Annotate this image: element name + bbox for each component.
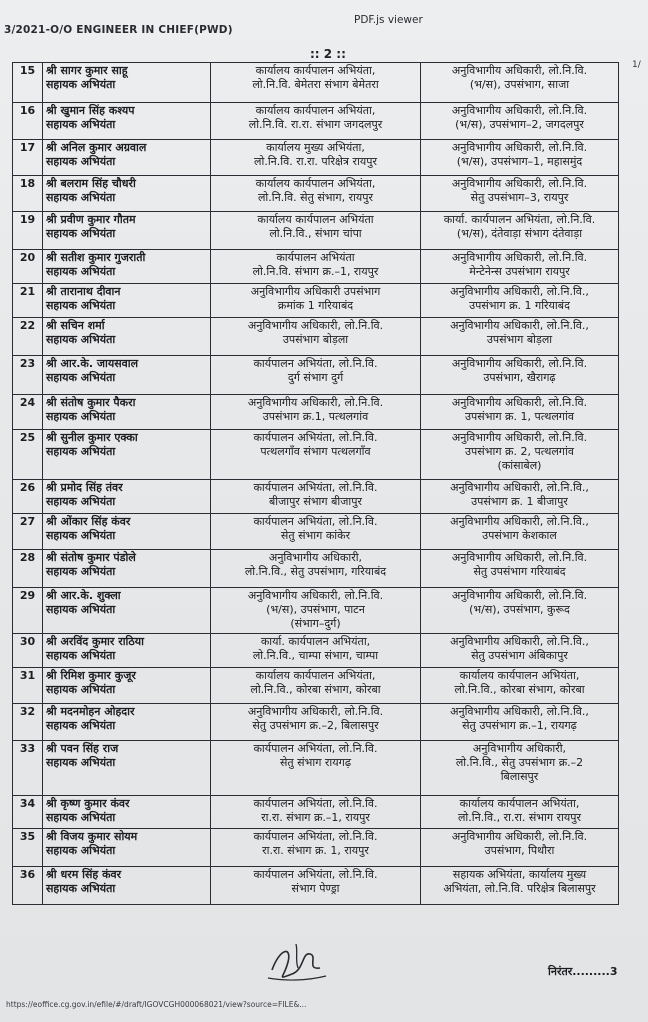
current-posting-cell [211,212,421,250]
current-posting-line: कार्यपालन अभियंता, लो.नि.वि. [253,431,378,444]
officer-name: श्री प्रवीण कुमार गौतम [46,213,136,226]
serial-number-cell: 21 [13,284,43,318]
serial-number-cell: 18 [13,176,43,212]
new-posting-line: उपसंभाग क्र. 1, पत्थलगांव [465,410,574,423]
new-posting-cell [421,430,619,480]
new-posting-line: लो.नि.वि., रा.रा. संभाग रायपुर [457,811,582,824]
new-posting-line: सेतु उपसंभाग–3, रायपुर [470,191,569,204]
officer-cell [43,430,211,480]
officer-designation: सहायक अभियंता [46,683,116,696]
current-posting-line: सेतु उपसंभाग क्र.–2, बिलासपुर [252,719,379,732]
table-row [13,550,619,588]
current-posting-cell [211,284,421,318]
officer-designation: सहायक अभियंता [46,299,116,312]
serial-number-cell: 16 [13,103,43,140]
new-posting-line: सेतु उपसंभाग गरियाबंद [473,565,566,578]
table-row [13,356,619,395]
current-posting-line: अनुविभागीय अधिकारी, लो.नि.वि. [247,705,384,718]
current-posting-line: अनुविभागीय अधिकारी, [268,551,363,564]
table-row [13,140,619,176]
new-posting-line: अनुविभागीय अधिकारी, लो.नि.वि. [451,357,588,370]
officer-cell [43,550,211,588]
officer-cell [43,395,211,430]
serial-number-cell: 15 [13,63,43,103]
current-posting-line: लो.नि.वि., कोरबा संभाग, कोरबा [250,683,381,696]
new-posting-line: अनुविभागीय अधिकारी, लो.नि.वि. [451,589,588,602]
officer-designation: सहायक अभियंता [46,882,116,895]
current-posting-cell [211,668,421,704]
new-posting-line: अनुविभागीय अधिकारी, लो.नि.वि., [450,319,589,332]
serial-number-cell: 29 [13,588,43,634]
current-posting-line: लो.नि.वि. बेमेतरा संभाग बेमेतरा [252,78,379,91]
new-posting-cell [421,250,619,284]
new-posting-line: अनुविभागीय अधिकारी, लो.नि.वि., [450,481,589,494]
serial-number-cell: 35 [13,829,43,867]
current-posting-line: रा.रा. संभाग क्र. 1, रायपुर [262,844,369,857]
current-posting-cell [211,829,421,867]
officer-designation: सहायक अभियंता [46,191,116,204]
new-posting-line: कार्या. कार्यपालन अभियंता, लो.नि.वि. [443,213,596,226]
serial-number-cell: 20 [13,250,43,284]
table-row [13,514,619,550]
current-posting-line: अनुविभागीय अधिकारी उपसंभाग [250,285,381,298]
officer-designation: सहायक अभियंता [46,333,116,346]
serial-number-cell: 30 [13,634,43,668]
current-posting-line: कार्यपालन अभियंता, लो.नि.वि. [253,515,378,528]
new-posting-line: अनुविभागीय अधिकारी, लो.नि.वि., [450,635,589,648]
current-posting-cell [211,395,421,430]
new-posting-cell [421,103,619,140]
viewer-title: PDF.js viewer [354,14,423,26]
new-posting-cell [421,176,619,212]
new-posting-cell [421,829,619,867]
new-posting-cell [421,514,619,550]
table-row [13,318,619,356]
officer-name: श्री पवन सिंह राज [46,742,119,755]
page-number: :: 2 :: [310,47,346,61]
table-row [13,250,619,284]
current-posting-line: (संभाग–दुर्ग) [290,617,341,630]
officer-cell [43,480,211,514]
current-posting-line: अनुविभागीय अधिकारी, लो.नि.वि. [247,319,384,332]
serial-number-cell: 26 [13,480,43,514]
officer-name: श्री सागर कुमार साहू [46,64,128,77]
officer-cell [43,318,211,356]
table-row [13,395,619,430]
new-posting-line: अभियंता, लो.नि.वि. परिक्षेत्र बिलासपुर [443,882,596,895]
serial-number-cell: 24 [13,395,43,430]
officer-cell [43,284,211,318]
serial-number-cell: 23 [13,356,43,395]
current-posting-line: दुर्ग संभाग दुर्ग [287,371,344,384]
current-posting-line: कार्यालय कार्यपालन अभियंता, [255,64,376,77]
current-posting-cell [211,250,421,284]
new-posting-cell [421,356,619,395]
officer-designation: सहायक अभियंता [46,265,116,278]
current-posting-line: सेतु संभाग कांकेर [280,529,351,542]
officer-name: श्री तारानाथ दीवान [46,285,121,298]
current-posting-cell [211,63,421,103]
officer-name: श्री अरविंद कुमार राठिया [46,635,145,648]
new-posting-cell [421,634,619,668]
new-posting-cell [421,668,619,704]
officer-name: श्री खुमान सिंह कश्यप [46,104,135,117]
new-posting-line: उपसंभाग केशकाल [482,529,557,542]
table-row [13,212,619,250]
table-row [13,176,619,212]
officer-name: श्री ओंकार सिंह कंवर [46,515,131,528]
current-posting-line: लो.नि.वि., संभाग चांपा [269,227,362,240]
current-posting-cell [211,550,421,588]
current-posting-cell [211,514,421,550]
officer-designation: सहायक अभियंता [46,756,116,769]
current-posting-cell [211,356,421,395]
new-posting-cell [421,63,619,103]
new-posting-cell [421,395,619,430]
new-posting-line: अनुविभागीय अधिकारी, लो.नि.वि. [451,177,588,190]
current-posting-line: कार्यालय कार्यपालन अभियंता, [255,669,376,682]
current-posting-cell [211,430,421,480]
new-posting-cell [421,318,619,356]
current-posting-line: कार्यालय कार्यपालन अभियंता, [255,177,376,190]
current-posting-line: अनुविभागीय अधिकारी, लो.नि.वि. [247,589,384,602]
officer-name: श्री सचिन शर्मा [46,319,105,332]
transfer-table-body [13,63,619,905]
current-posting-cell [211,176,421,212]
continued-note: निरंतर.........3 [548,965,618,978]
officer-designation: सहायक अभियंता [46,649,116,662]
edge-mark: 1/ [632,60,641,70]
current-posting-line: संभाग पेण्ड्रा [291,882,340,895]
serial-number-cell: 17 [13,140,43,176]
officer-designation: सहायक अभियंता [46,445,116,458]
officer-cell [43,514,211,550]
officer-designation: सहायक अभियंता [46,495,116,508]
current-posting-line: कार्यालय मुख्य अभियंता, [266,141,365,154]
officer-designation: सहायक अभियंता [46,227,116,240]
officer-cell [43,63,211,103]
new-posting-line: कार्यालय कार्यपालन अभियंता, [459,669,580,682]
current-posting-line: लो.नि.वि. संभाग क्र.–1, रायपुर [252,265,379,278]
current-posting-cell [211,867,421,905]
current-posting-cell [211,103,421,140]
current-posting-cell [211,796,421,829]
new-posting-line: (भ/स), उपसंभाग, कुरूद [469,603,570,616]
table-row [13,103,619,140]
new-posting-line: अनुविभागीय अधिकारी, लो.नि.वि., [450,705,589,718]
table-row [13,796,619,829]
officer-cell [43,588,211,634]
new-posting-line: अनुविभागीय अधिकारी, लो.नि.वि. [451,251,588,264]
table-row [13,741,619,796]
officer-cell [43,867,211,905]
officer-cell [43,704,211,741]
officer-designation: सहायक अभियंता [46,371,116,384]
officer-name: श्री कृष्ण कुमार कंवर [46,797,130,810]
officer-name: श्री अनिल कुमार अग्रवाल [46,141,147,154]
serial-number-cell: 22 [13,318,43,356]
table-row [13,284,619,318]
new-posting-line: सहायक अभियंता, कार्यालय मुख्य [452,868,587,881]
new-posting-line: अनुविभागीय अधिकारी, लो.नि.वि., [450,285,589,298]
current-posting-line: उपसंभाग बोड़ला [282,333,349,346]
new-posting-cell [421,480,619,514]
current-posting-line: बीजापुर संभाग बीजापुर [269,495,362,508]
serial-number-cell: 19 [13,212,43,250]
serial-number-cell: 31 [13,668,43,704]
new-posting-line: (कांसाबेल) [497,459,542,472]
new-posting-line: (भ/स), दंतेवाड़ा संभाग दंतेवाड़ा [456,227,583,240]
officer-cell [43,829,211,867]
serial-number-cell: 36 [13,867,43,905]
current-posting-line: कार्यपालन अभियंता, लो.नि.वि. [253,868,378,881]
officer-cell [43,212,211,250]
new-posting-cell [421,867,619,905]
officer-cell [43,140,211,176]
officer-cell [43,176,211,212]
current-posting-line: लो.नि.वि., चाम्पा संभाग, चाम्पा [252,649,379,662]
current-posting-line: सेतु संभाग रायगढ़ [279,756,352,769]
new-posting-line: मेन्टेनेन्स उपसंभाग रायपुर [469,265,570,278]
officer-name: श्री रिमिश कुमार कुजूर [46,669,136,682]
officer-designation: सहायक अभियंता [46,603,116,616]
new-posting-line: अनुविभागीय अधिकारी, लो.नि.वि. [451,830,588,843]
current-posting-line: कार्यपालन अभियंता, लो.नि.वि. [253,830,378,843]
current-posting-cell [211,318,421,356]
officer-name: श्री संतोष कुमार पैकरा [46,396,136,409]
serial-number-cell: 32 [13,704,43,741]
current-posting-line: कार्या. कार्यपालन अभियंता, [260,635,371,648]
new-posting-cell [421,588,619,634]
officer-designation: सहायक अभियंता [46,565,116,578]
new-posting-line: उपसंभाग क्र. 2, पत्थलगांव [465,445,574,458]
current-posting-line: पत्थलगाँव संभाग पत्थलगाँव [260,445,371,458]
current-posting-line: कार्यपालन अभियंता [276,251,355,264]
officer-name: श्री बलराम सिंह चौधरी [46,177,136,190]
current-posting-cell [211,140,421,176]
current-posting-line: लो.नि.वि. रा.रा. परिक्षेत्र रायपुर [254,155,377,168]
officer-name: श्री संतोष कुमार पंडोले [46,551,136,564]
current-posting-cell [211,704,421,741]
new-posting-line: अनुविभागीय अधिकारी, लो.नि.वि. [451,551,588,564]
current-posting-line: कार्यालय कार्यपालन अभियंता, [255,104,376,117]
current-posting-line: कार्यपालन अभियंता, लो.नि.वि. [253,357,378,370]
officer-designation: सहायक अभियंता [46,529,116,542]
table-row [13,63,619,103]
current-posting-line: क्रमांक 1 गरियाबंद [277,299,354,312]
new-posting-line: अनुविभागीय अधिकारी, लो.नि.वि. [451,141,588,154]
officer-name: श्री आर.के. शुक्ला [46,589,121,602]
current-posting-line: कार्यपालन अभियंता, लो.नि.वि. [253,742,378,755]
officer-designation: सहायक अभियंता [46,78,116,91]
table-row [13,867,619,905]
current-posting-line: लो.नि.वि. सेतु संभाग, रायपुर [257,191,374,204]
new-posting-line: लो.नि.वि., सेतु उपसंभाग क्र.–2 [455,756,584,769]
officer-designation: सहायक अभियंता [46,118,116,131]
officer-designation: सहायक अभियंता [46,844,116,857]
current-posting-line: कार्यालय कार्यपालन अभियंता [257,213,374,226]
serial-number-cell: 34 [13,796,43,829]
officer-cell [43,250,211,284]
current-posting-cell [211,634,421,668]
new-posting-line: अनुविभागीय अधिकारी, [472,742,567,755]
new-posting-line: (भ/स), उपसंभाग, साजा [469,78,570,91]
new-posting-line: अनुविभागीय अधिकारी, लो.नि.वि. [451,64,588,77]
current-posting-line: (भ/स), उपसंभाग, पाटन [266,603,365,616]
officer-cell [43,634,211,668]
new-posting-line: उपसंभाग बोड़ला [486,333,553,346]
officer-name: श्री प्रमोद सिंह तंवर [46,481,123,494]
current-posting-line: कार्यपालन अभियंता, लो.नि.वि. [253,481,378,494]
serial-number-cell: 28 [13,550,43,588]
table-row [13,588,619,634]
new-posting-cell [421,550,619,588]
table-row [13,430,619,480]
table-row [13,668,619,704]
officer-designation: सहायक अभियंता [46,719,116,732]
signature-image [262,940,332,984]
officer-name: श्री आर.के. जायसवाल [46,357,139,370]
new-posting-line: अनुविभागीय अधिकारी, लो.नि.वि. [451,104,588,117]
officer-name: श्री सतीश कुमार गुजराती [46,251,146,264]
table-row [13,634,619,668]
serial-number-cell: 25 [13,430,43,480]
new-posting-cell [421,212,619,250]
new-posting-line: सेतु उपसंभाग क्र.–1, रायगढ़ [462,719,577,732]
current-posting-line: कार्यपालन अभियंता, लो.नि.वि. [253,797,378,810]
new-posting-line: उपसंभाग क्र. 1 बीजापुर [471,495,568,508]
new-posting-line: कार्यालय कार्यपालन अभियंता, [459,797,580,810]
officer-designation: सहायक अभियंता [46,155,116,168]
new-posting-line: लो.नि.वि., कोरबा संभाग, कोरबा [454,683,585,696]
new-posting-line: अनुविभागीय अधिकारी, लो.नि.वि., [450,515,589,528]
new-posting-line: बिलासपुर [500,770,539,783]
new-posting-line: अनुविभागीय अधिकारी, लो.नि.वि. [451,431,588,444]
new-posting-cell [421,741,619,796]
current-posting-cell [211,480,421,514]
serial-number-cell: 27 [13,514,43,550]
new-posting-cell [421,284,619,318]
current-posting-line: लो.नि.वि. रा.रा. संभाग जगदलपुर [248,118,383,131]
officer-cell [43,668,211,704]
officer-cell [43,103,211,140]
officer-name: श्री मदनमोहन ओहदार [46,705,135,718]
officer-designation: सहायक अभियंता [46,410,116,423]
officer-cell [43,796,211,829]
officer-name: श्री विजय कुमार सोयम [46,830,138,843]
table-row [13,480,619,514]
officer-name: श्री सुनील कुमार एक्का [46,431,138,444]
new-posting-line: उपसंभाग, खैरागढ़ [483,371,556,384]
new-posting-line: अनुविभागीय अधिकारी, लो.नि.वि. [451,396,588,409]
current-posting-line: लो.नि.वि., सेतु उपसंभाग, गरियाबंद [244,565,387,578]
officer-cell [43,356,211,395]
footer-url: https://eoffice.cg.gov.in/efile/#/draft/IGOVCGH000068021/view?source=FILE&... [6,1000,307,1009]
table-row [13,704,619,741]
new-posting-line: (भ/स), उपसंभाग–1, महासमुंद [456,155,583,168]
new-posting-line: सेतु उपसंभाग अंबिकापुर [471,649,568,662]
current-posting-line: रा.रा. संभाग क्र.–1, रायपुर [261,811,370,824]
current-posting-line: अनुविभागीय अधिकारी, लो.नि.वि. [247,396,384,409]
officer-cell [43,741,211,796]
officer-name: श्री धरम सिंह कंवर [46,868,122,881]
new-posting-cell [421,140,619,176]
new-posting-cell [421,704,619,741]
officer-designation: सहायक अभियंता [46,811,116,824]
new-posting-line: (भ/स), उपसंभाग–2, जगदलपुर [455,118,584,131]
current-posting-line: उपसंभाग क्र.1, पत्थलगांव [262,410,369,423]
new-posting-line: उपसंभाग क्र. 1 गरियाबंद [469,299,570,312]
document-header-ref: 3/2021-O/O ENGINEER IN CHIEF(PWD) [4,24,233,36]
new-posting-cell [421,796,619,829]
table-row [13,829,619,867]
new-posting-line: उपसंभाग, पिथौरा [484,844,555,857]
current-posting-cell [211,588,421,634]
transfer-table [12,62,619,905]
current-posting-cell [211,741,421,796]
serial-number-cell: 33 [13,741,43,796]
